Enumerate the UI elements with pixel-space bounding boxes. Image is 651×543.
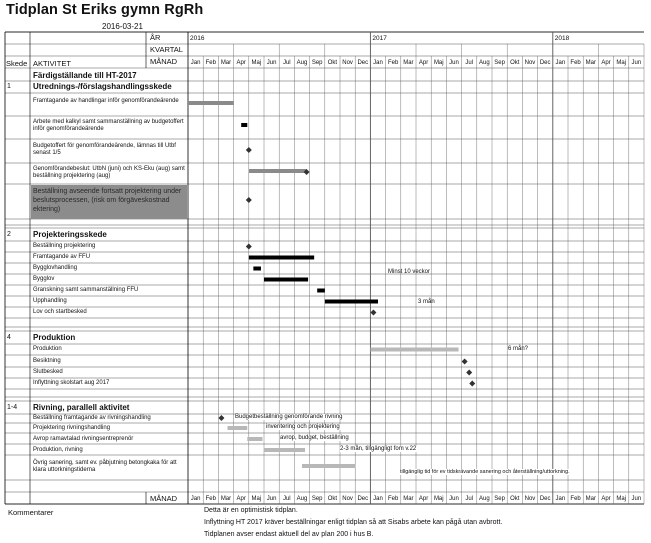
gantt-bar bbox=[370, 348, 458, 352]
month-label: Sep bbox=[494, 60, 505, 66]
footer-month-label: Dec bbox=[539, 496, 551, 502]
footer-month-label: Jul bbox=[282, 496, 291, 502]
footer-month-label: Mar bbox=[585, 496, 596, 502]
skede-number: 2 bbox=[7, 231, 11, 238]
header-manad: MÅNAD bbox=[150, 57, 178, 66]
activity-label: Beställning framtagande av rivningshandling bbox=[33, 415, 151, 421]
page-title: Tidplan St Eriks gymn RgRh bbox=[6, 2, 204, 18]
footer-month-label: Nov bbox=[524, 496, 536, 502]
section-title: Utrednings-/förslagshandlingsskede bbox=[33, 82, 172, 91]
year-label: 2016 bbox=[190, 35, 205, 42]
month-label: Nov bbox=[342, 60, 353, 66]
gantt-bar bbox=[317, 289, 325, 293]
year-label: 2018 bbox=[554, 35, 570, 42]
skede-number: 1-4 bbox=[7, 404, 18, 411]
footer-month-label: Jun bbox=[266, 496, 277, 502]
month-label: Maj bbox=[616, 60, 627, 66]
section-title: Produktion bbox=[33, 333, 76, 342]
month-label: Jan bbox=[373, 60, 383, 66]
section-title: Projekteringsskede bbox=[33, 230, 107, 239]
bar-note-proj-rivning: inventering och projektering bbox=[266, 424, 340, 430]
activity-label: Besiktning bbox=[33, 358, 61, 364]
activity-label: Produktion bbox=[33, 346, 62, 352]
activity-label: Framtagande av FFU bbox=[33, 254, 91, 260]
gantt-bar bbox=[228, 426, 248, 430]
footer-month-label: Dec bbox=[357, 496, 369, 502]
activity-label: Budgetoffert för genomförandeärende, lämnas till Utbf senast 1/5 bbox=[33, 143, 176, 156]
activity-label: Beställning projektering bbox=[33, 243, 96, 249]
milestone-diamond bbox=[469, 381, 475, 387]
bar-note-prod-rivning: 2-3 mån, tillgängligt fom v.22 bbox=[340, 446, 417, 452]
bar-note-avrop: avrop, budget, beställning bbox=[280, 435, 349, 441]
activity-label: Inflyttning skolstart aug 2017 bbox=[33, 380, 110, 386]
footer-month-label: Mar bbox=[403, 496, 414, 502]
footer-month-label: Feb bbox=[388, 496, 399, 502]
footer-month-label: Aug bbox=[479, 496, 490, 502]
milestone-diamond bbox=[246, 244, 252, 250]
gantt-bar bbox=[302, 464, 355, 468]
header-aktivitet: AKTIVITET bbox=[33, 59, 71, 68]
milestone-diamond bbox=[466, 370, 472, 376]
footer-month-label: Jan bbox=[190, 496, 201, 502]
month-label: Aug bbox=[296, 60, 308, 66]
month-label: Jun bbox=[631, 60, 642, 66]
footer-month-label: Feb bbox=[570, 496, 581, 502]
comment-line: Detta är en optimistisk tidplan. bbox=[204, 507, 298, 514]
milestone-diamond bbox=[246, 197, 252, 203]
footer-month-label: Jan bbox=[555, 496, 566, 502]
comment-line: Tidplanen avser endast aktuell del av plan 200 i hus B. bbox=[204, 531, 374, 538]
activity-label: Övrig sanering, samt ev. påbjutning betongkaka för att klara uttorkningstiderna bbox=[33, 460, 177, 473]
activity-label: Bygglovhandling bbox=[33, 265, 78, 271]
gantt-bar bbox=[247, 437, 262, 441]
activity-label: Beställning avseende fortsatt projektering under beslutsprocessen, (risk om förgäveskostnad ektering) bbox=[33, 188, 182, 213]
footer-month-label: Jul bbox=[465, 496, 474, 502]
month-label: Jun bbox=[266, 60, 277, 66]
footer-month-label: Mar bbox=[220, 496, 232, 502]
bar-note-sanering: tillgänglig tid för ev tidskrävande sanering och återställning/uttorkning. bbox=[400, 469, 570, 475]
activity-label: Slutbesked bbox=[33, 369, 63, 375]
month-label: Feb bbox=[388, 60, 399, 66]
gantt-bar bbox=[325, 300, 378, 304]
skede-number: 4 bbox=[7, 334, 11, 341]
month-label: Dec bbox=[539, 60, 551, 66]
footer-month-label: Feb bbox=[205, 496, 216, 502]
month-label: Feb bbox=[205, 60, 216, 66]
footer-month-label: Nov bbox=[342, 496, 353, 502]
month-label: Maj bbox=[251, 60, 262, 66]
footer-month-label: Sep bbox=[311, 496, 323, 502]
gantt-bar bbox=[264, 278, 308, 282]
document-date: 2016-03-21 bbox=[102, 22, 143, 31]
month-label: Apr bbox=[418, 60, 429, 66]
bar-note-best-rivning: Budgetbeställning genomförande rivning bbox=[235, 414, 343, 420]
section-title: Rivning, parallell aktivitet bbox=[33, 403, 130, 412]
month-label: Jan bbox=[555, 60, 566, 66]
footer-month-label: Okt bbox=[327, 496, 338, 502]
footer-month-label: Aug bbox=[296, 496, 308, 502]
footer-month-label: Jun bbox=[631, 496, 642, 502]
month-label: Okt bbox=[327, 60, 338, 66]
activity-label: Genomförandebeslut: UtbN (juni) och KS-Eku (aug) samt beställning projektering (aug) bbox=[33, 166, 185, 179]
bar-note-produktion: 6 mån? bbox=[508, 346, 529, 352]
month-label: Dec bbox=[357, 60, 369, 66]
month-label: Aug bbox=[479, 60, 490, 66]
footer-month-label: Apr bbox=[418, 496, 429, 502]
month-label: Maj bbox=[433, 60, 444, 66]
month-label: Jun bbox=[449, 60, 459, 66]
footer-month-label: Apr bbox=[236, 496, 246, 502]
activity-label: Framtagande av handlingar inför genomförandeärende bbox=[33, 98, 179, 104]
footer-month-label: Maj bbox=[433, 496, 444, 502]
month-label: Jan bbox=[190, 60, 201, 66]
month-label: Mar bbox=[220, 60, 232, 66]
gantt-bar bbox=[249, 256, 314, 260]
milestone-diamond bbox=[370, 310, 376, 316]
month-label: Apr bbox=[236, 60, 246, 66]
activity-label: Arbete med kalkyl samt sammanställning av budgetoffert inför genomförandeärende bbox=[33, 119, 184, 132]
bar-note-upphandling: 3 mån bbox=[418, 299, 435, 305]
gantt-bar bbox=[188, 101, 234, 105]
header-ar: ÅR bbox=[150, 33, 161, 42]
footer-month-label: Jun bbox=[449, 496, 459, 502]
month-label: Okt bbox=[510, 60, 520, 66]
comment-line: Inflyttning HT 2017 kräver beställningar enligt tidplan så att Sisabs arbete kan pågå utan avbrott. bbox=[204, 519, 503, 526]
month-label: Apr bbox=[601, 60, 611, 66]
footer-month-label: Okt bbox=[510, 496, 520, 502]
activity-label: Avrop ramavtalad rivningsentreprenör bbox=[33, 436, 134, 442]
header-skede: Skede bbox=[6, 59, 28, 68]
gantt-bar bbox=[264, 448, 305, 452]
activity-label: Bygglov bbox=[33, 276, 55, 282]
month-label: Mar bbox=[585, 60, 596, 66]
milestone-diamond bbox=[218, 415, 224, 421]
footer-month-label: Maj bbox=[616, 496, 627, 502]
activity-label: Produktion, rivning bbox=[33, 447, 83, 453]
footer-month-label: Sep bbox=[494, 496, 505, 502]
section-title: Färdigställande till HT-2017 bbox=[33, 71, 137, 80]
footer-month-label: Jan bbox=[373, 496, 383, 502]
month-label: Jul bbox=[465, 60, 474, 66]
year-label: 2017 bbox=[372, 35, 387, 42]
month-label: Jul bbox=[282, 60, 291, 66]
month-label: Sep bbox=[311, 60, 323, 66]
month-label: Nov bbox=[524, 60, 536, 66]
milestone-diamond bbox=[246, 147, 252, 153]
activity-label: Lov och startbesked bbox=[33, 309, 87, 315]
comments-label: Kommentarer bbox=[8, 508, 54, 517]
gantt-bar bbox=[241, 123, 247, 127]
footer-manad: MÅNAD bbox=[150, 494, 178, 503]
milestone-diamond bbox=[462, 359, 468, 365]
activity-label: Projektering rivningshandling bbox=[33, 425, 111, 431]
bar-note-bygglov: Minst 10 veckor bbox=[388, 269, 431, 275]
footer-month-label: Apr bbox=[601, 496, 611, 502]
gantt-bar bbox=[253, 267, 261, 271]
header-kvartal: KVARTAL bbox=[150, 45, 183, 54]
month-label: Mar bbox=[403, 60, 414, 66]
activity-label: Upphandling bbox=[33, 298, 67, 304]
month-label: Feb bbox=[570, 60, 581, 66]
skede-number: 1 bbox=[7, 83, 11, 90]
gantt-bar bbox=[249, 169, 307, 173]
footer-month-label: Maj bbox=[251, 496, 262, 502]
activity-label: Granskning samt sammanställning FFU bbox=[33, 287, 139, 293]
